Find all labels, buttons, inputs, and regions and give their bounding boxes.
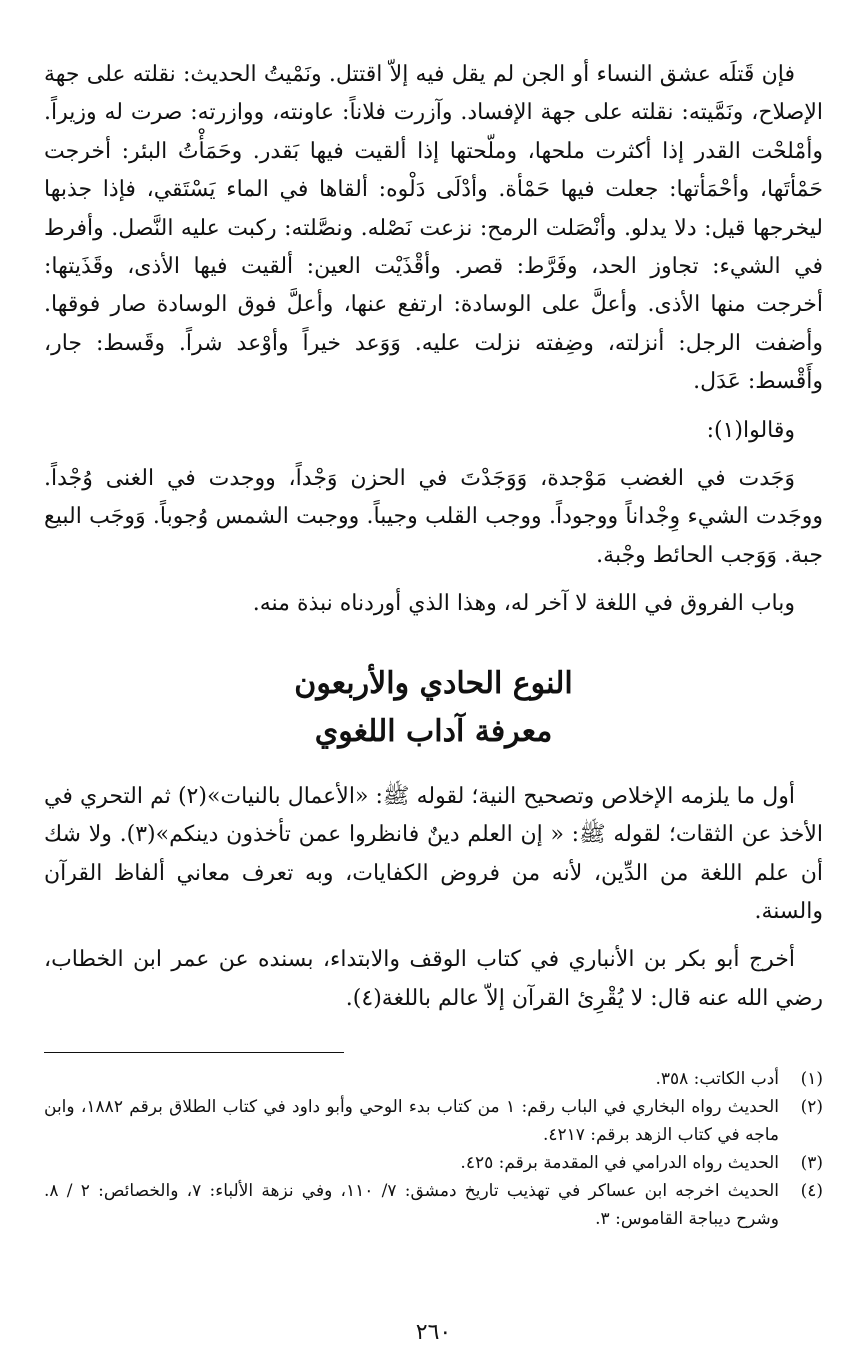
paragraph-word-pairs: فإن قَتلَه عشق النساء أو الجن لم يقل فيه إلاّ اقتتل. ونَمْيتُ الحديث: نقلته على جهة الإصلاح، ونَمَّيته: نقلته على جهة الإفساد. وآزرت فلاناً: عاونته، ووازرته: صرت له وزيراً. وأمْلحْت القدر إذا أكثرت ملحها، وملّحتها إذا ألقيت فيها بَقدر. وحَمَأْتُ البئر: أخرجت حَمْأتَها، وأحْمَأتها: جعلت فيها حَمْأة. وأدْلَى دَلْوه: ألقاها في الماء يَسْتَقي، فإذا جذبها ليخرجها قيل: دلا يدلو. وأنْصَلت الرمح: نزعت نَصْله. ونصَّلته: ركبت عليه النَّصل. وأفرط في الشيء: تجاوز الحد، وفَرَّط: قصر. وأقْذَيْت العين: ألقيت فيها الأذى، وقَذَيتها: أخرجت منها الأذى. وأعلَّ على الوسادة: ارتفع عنها، وأعلَّ فوق الوسادة صار فوقها. وأضفت الرجل: أنزلته، وضِفته نزلت عليه. وَوَعد خيراً وأوْعد شراً. وقَسط: جار، وأَقْسط: عَدَل. bbox=[44, 62, 823, 395]
footnote-text: الحديث رواه الدرامي في المقدمة برقم: ٤٢٥. bbox=[460, 1153, 779, 1174]
paragraph-akhraj: أخرج أبو بكر بن الأنباري في كتاب الوقف والابتداء، بسنده عن عمر ابن الخطاب، رضي الله عنه قال: لا يُقْرِئ القرآن إلاّ عالم باللغة(٤). bbox=[44, 947, 823, 1011]
footnote-number: (٤) bbox=[800, 1181, 823, 1202]
footnote-number: (١) bbox=[800, 1069, 823, 1090]
footnote-item bbox=[44, 1093, 823, 1149]
chapter-heading bbox=[44, 660, 823, 756]
footnote-item bbox=[44, 1177, 823, 1233]
page-number: ٢٦٠ bbox=[415, 1320, 452, 1345]
paragraph-qalu: وقالوا(١): bbox=[706, 417, 795, 443]
footnote-number: (٣) bbox=[800, 1153, 823, 1174]
footnote-number: (٢) bbox=[800, 1097, 823, 1118]
footnote-text: الحديث رواه البخاري في الباب رقم: ١ من كتاب بدء الوحي وأبو داود في كتاب الطلاق برقم ١٨٨٢، وابن ماجه في كتاب الزهد برقم: ٤٢١٧. bbox=[44, 1097, 779, 1146]
paragraph-bab-furuq: وباب الفروق في اللغة لا آخر له، وهذا الذي أوردناه نبذة منه. bbox=[252, 591, 795, 617]
paragraph-wajad: وَجَدت في الغضب مَوْجدة، وَوَجَدْتَ في الحزن وَجْداً، ووجدت في الغنى وُجْداً. ووجَدت الشيء وِجْداناً ووجوداً. ووجب القلب وجيباً. ووجبت الشمس وُجوباً. وَوجَب البيع جبة. وَوَجب الحائط وجْبة. bbox=[44, 466, 823, 568]
footnote-item bbox=[44, 1065, 823, 1093]
paragraph-awwal: أول ما يلزمه الإخلاص وتصحيح النية؛ لقوله ﷺ: «الأعمال بالنيات»(٢) ثم التحري في الأخذ عن الثقات؛ لقوله ﷺ: « إن العلم دينٌ فانظروا عمن تأخذون دينكم»(٣). ولا شك أن علم اللغة من الدِّين، لأنه من فروض الكفايات، وبه تعرف معاني ألفاظ القرآن والسنة. bbox=[44, 783, 823, 924]
footnote-item bbox=[44, 1149, 823, 1177]
footnote-text: الحديث اخرجه ابن عساكر في تهذيب تاريخ دمشق: ٧/ ١١٠، وفي نزهة الألباء: ٧، والخصائص: ٢ / ٨. وشرح ديباجة القاموس: ٣. bbox=[44, 1181, 779, 1230]
footnotes bbox=[44, 1065, 823, 1233]
chapter-heading-subtitle: معرفة آداب اللغوي bbox=[314, 713, 553, 749]
footnote-text: أدب الكاتب: ٣٥٨. bbox=[655, 1069, 779, 1090]
chapter-heading-title: النوع الحادي والأربعون bbox=[294, 665, 573, 701]
footnote-divider bbox=[44, 1052, 344, 1053]
